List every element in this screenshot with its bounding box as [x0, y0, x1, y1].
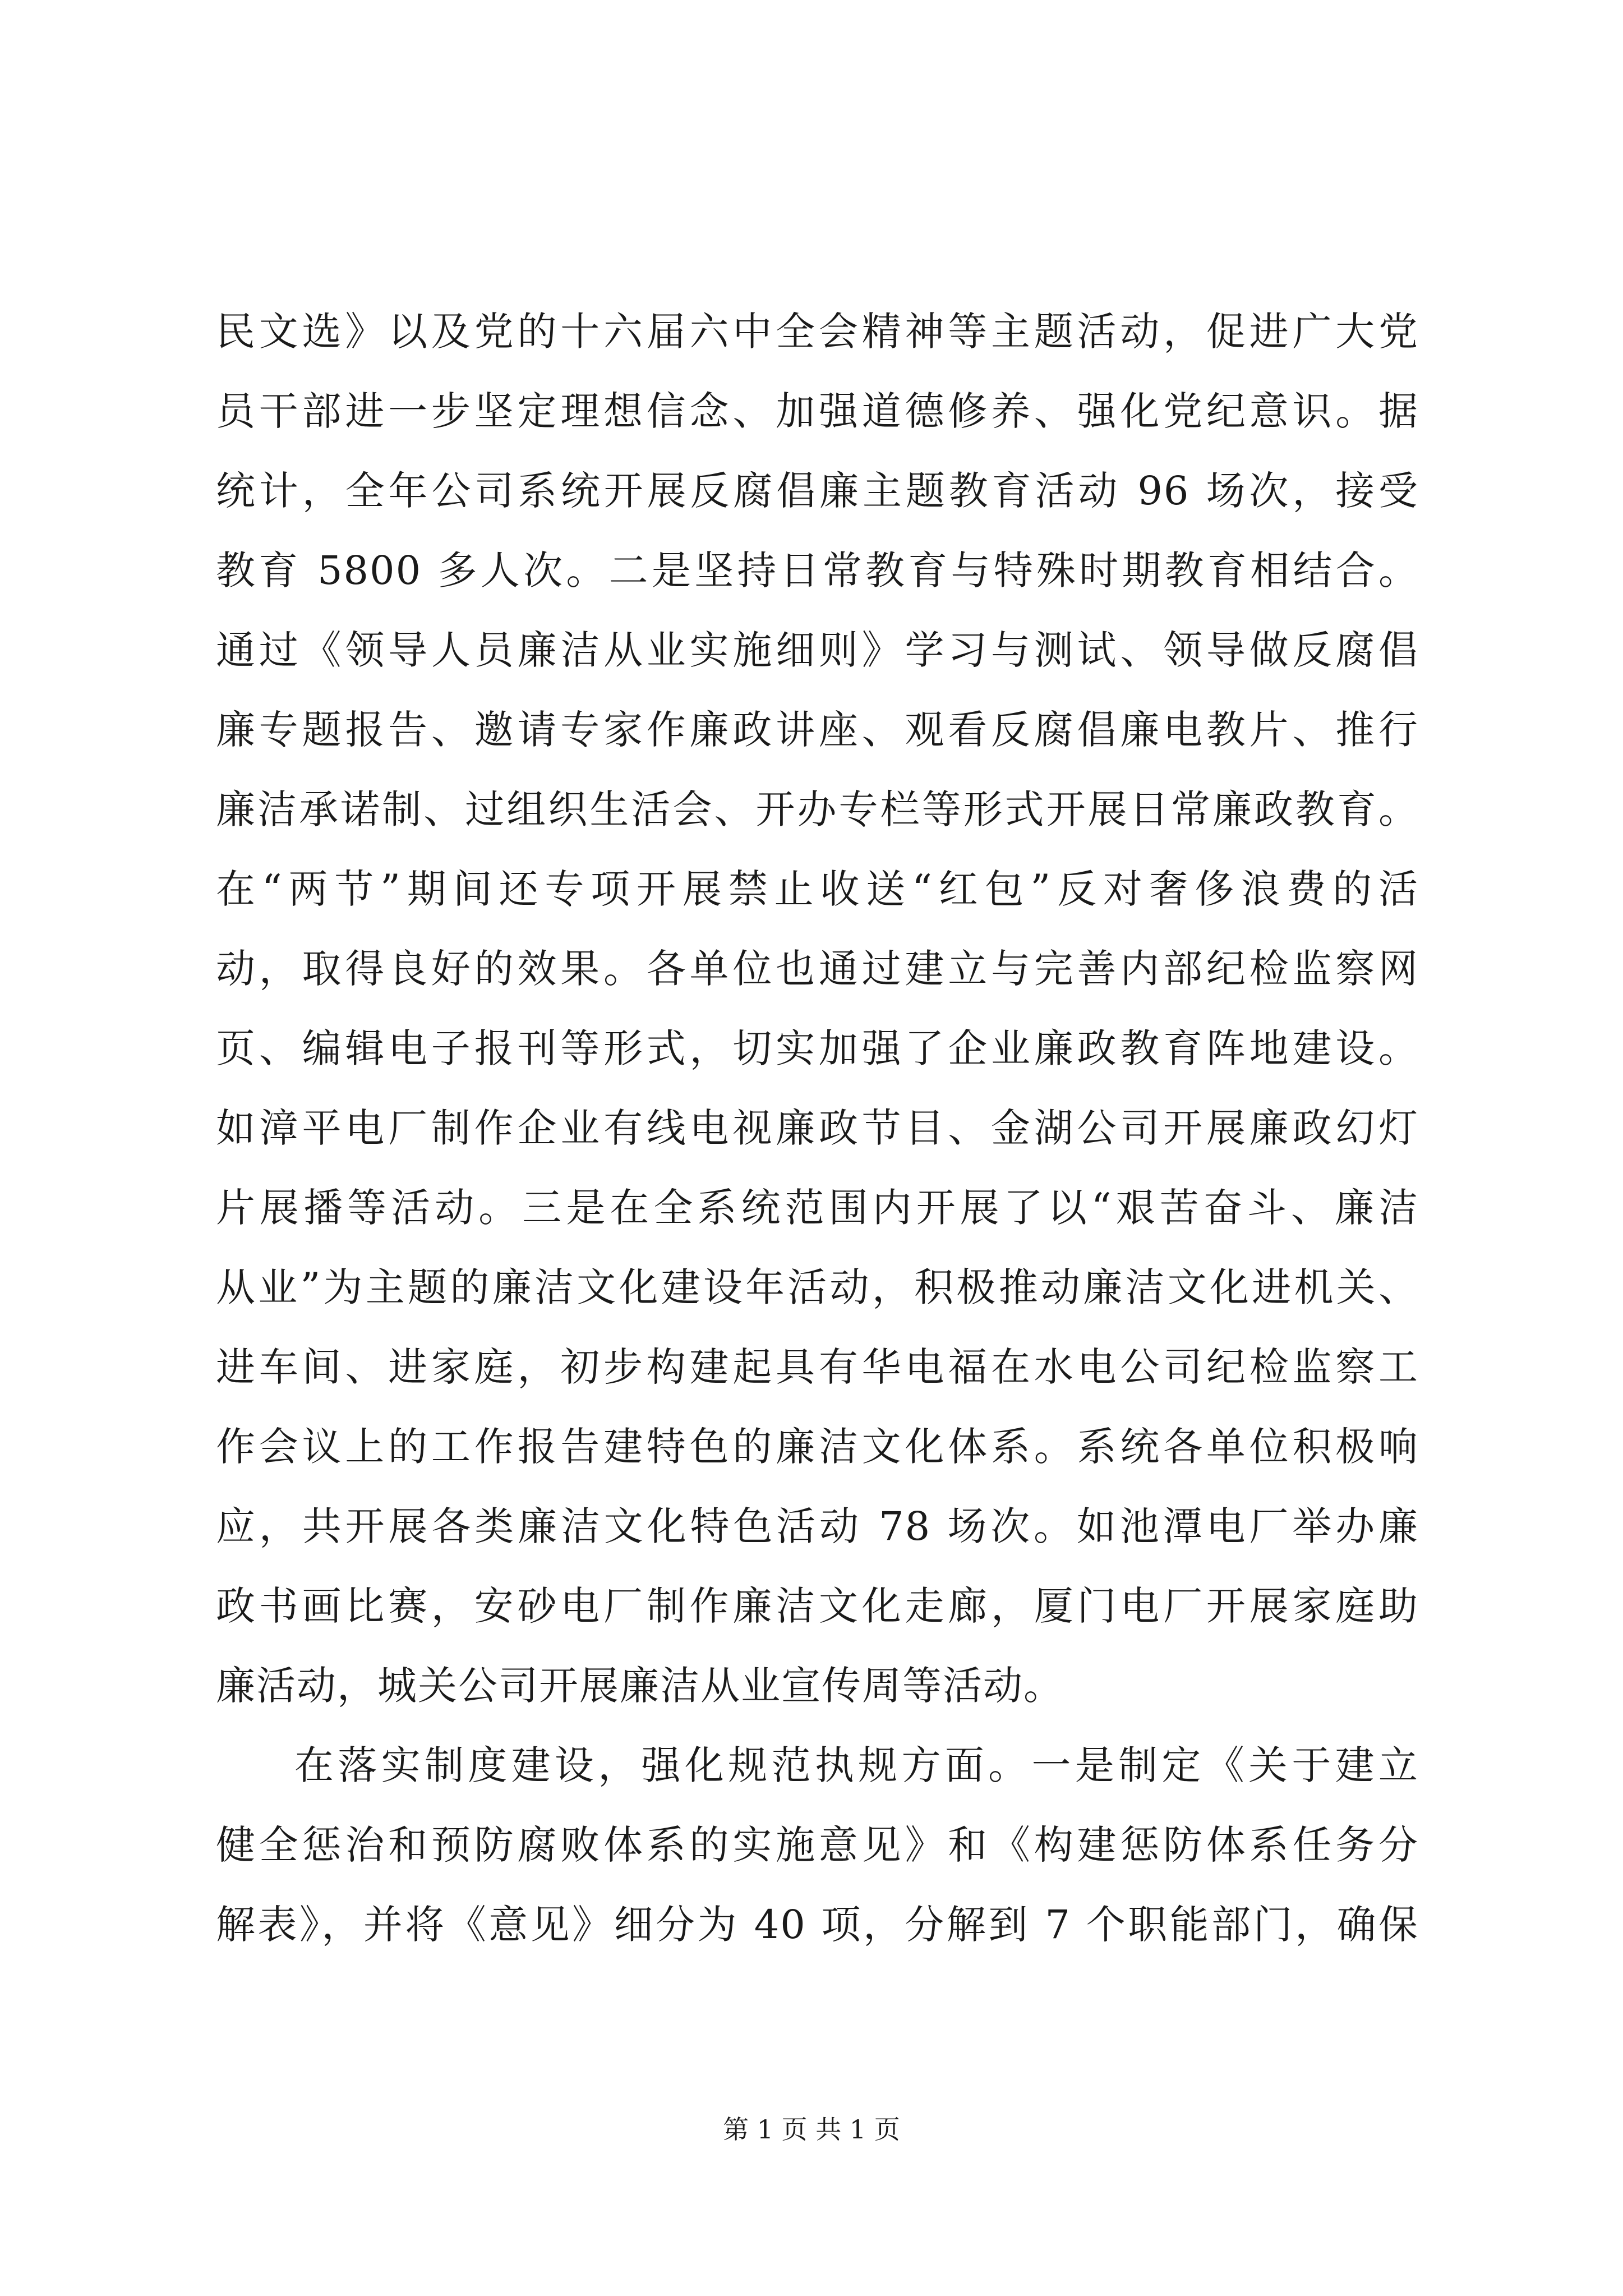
text-line: 统计，全年公司系统开展反腐倡廉主题教育活动 96 场次，接受	[216, 468, 1419, 514]
text-line: 健全惩治和预防腐败体系的实施意见》和《构建惩防体系任务分	[216, 1822, 1419, 1868]
body-text	[216, 292, 1419, 1964]
text-line: 员干部进一步坚定理想信念、加强道德修养、强化党纪意识。据	[216, 388, 1419, 434]
text-line: 动，取得良好的效果。各单位也通过建立与完善内部纪检监察网	[216, 946, 1419, 992]
text-line: 在落实制度建设，强化规范执规方面。一是制定《关于建立	[294, 1742, 1419, 1788]
text-line: 廉专题报告、邀请专家作廉政讲座、观看反腐倡廉电教片、推行	[216, 707, 1419, 753]
text-line: 片展播等活动。三是在全系统范围内开展了以“艰苦奋斗、廉洁	[216, 1185, 1419, 1231]
text-line: 如漳平电厂制作企业有线电视廉政节目、金湖公司开展廉政幻灯	[216, 1105, 1419, 1151]
text-line: 应，共开展各类廉洁文化特色活动 78 场次。如池潭电厂举办廉	[216, 1503, 1419, 1549]
text-line: 解表》，并将《意见》细分为 40 项，分解到 7 个职能部门，确保	[216, 1902, 1419, 1948]
text-line: 进车间、进家庭，初步构建起具有华电福在水电公司纪检监察工	[216, 1344, 1419, 1390]
text-line: 在“两节”期间还专项开展禁止收送“红包”反对奢侈浪费的活	[216, 866, 1419, 912]
text-line: 从业”为主题的廉洁文化建设年活动，积极推动廉洁文化进机关、	[216, 1264, 1419, 1310]
text-line: 页、编辑电子报刊等形式，切实加强了企业廉政教育阵地建设。	[216, 1025, 1419, 1071]
text-line: 民文选》以及党的十六届六中全会精神等主题活动，促进广大党	[216, 309, 1419, 355]
text-line: 教育 5800 多人次。二是坚持日常教育与特殊时期教育相结合。	[216, 547, 1419, 593]
page-number-footer: 第 1 页 共 1 页	[723, 2114, 900, 2145]
text-line: 廉洁承诺制、过组织生活会、开办专栏等形式开展日常廉政教育。	[216, 786, 1419, 832]
text-line: 通过《领导人员廉洁从业实施细则》学习与测试、领导做反腐倡	[216, 627, 1419, 673]
text-line: 廉活动，城关公司开展廉洁从业宣传周等活动。	[216, 1663, 1064, 1709]
text-line: 政书画比赛，安砂电厂制作廉洁文化走廊，厦门电厂开展家庭助	[216, 1583, 1419, 1629]
text-line: 作会议上的工作报告建特色的廉洁文化体系。系统各单位积极响	[216, 1424, 1419, 1470]
